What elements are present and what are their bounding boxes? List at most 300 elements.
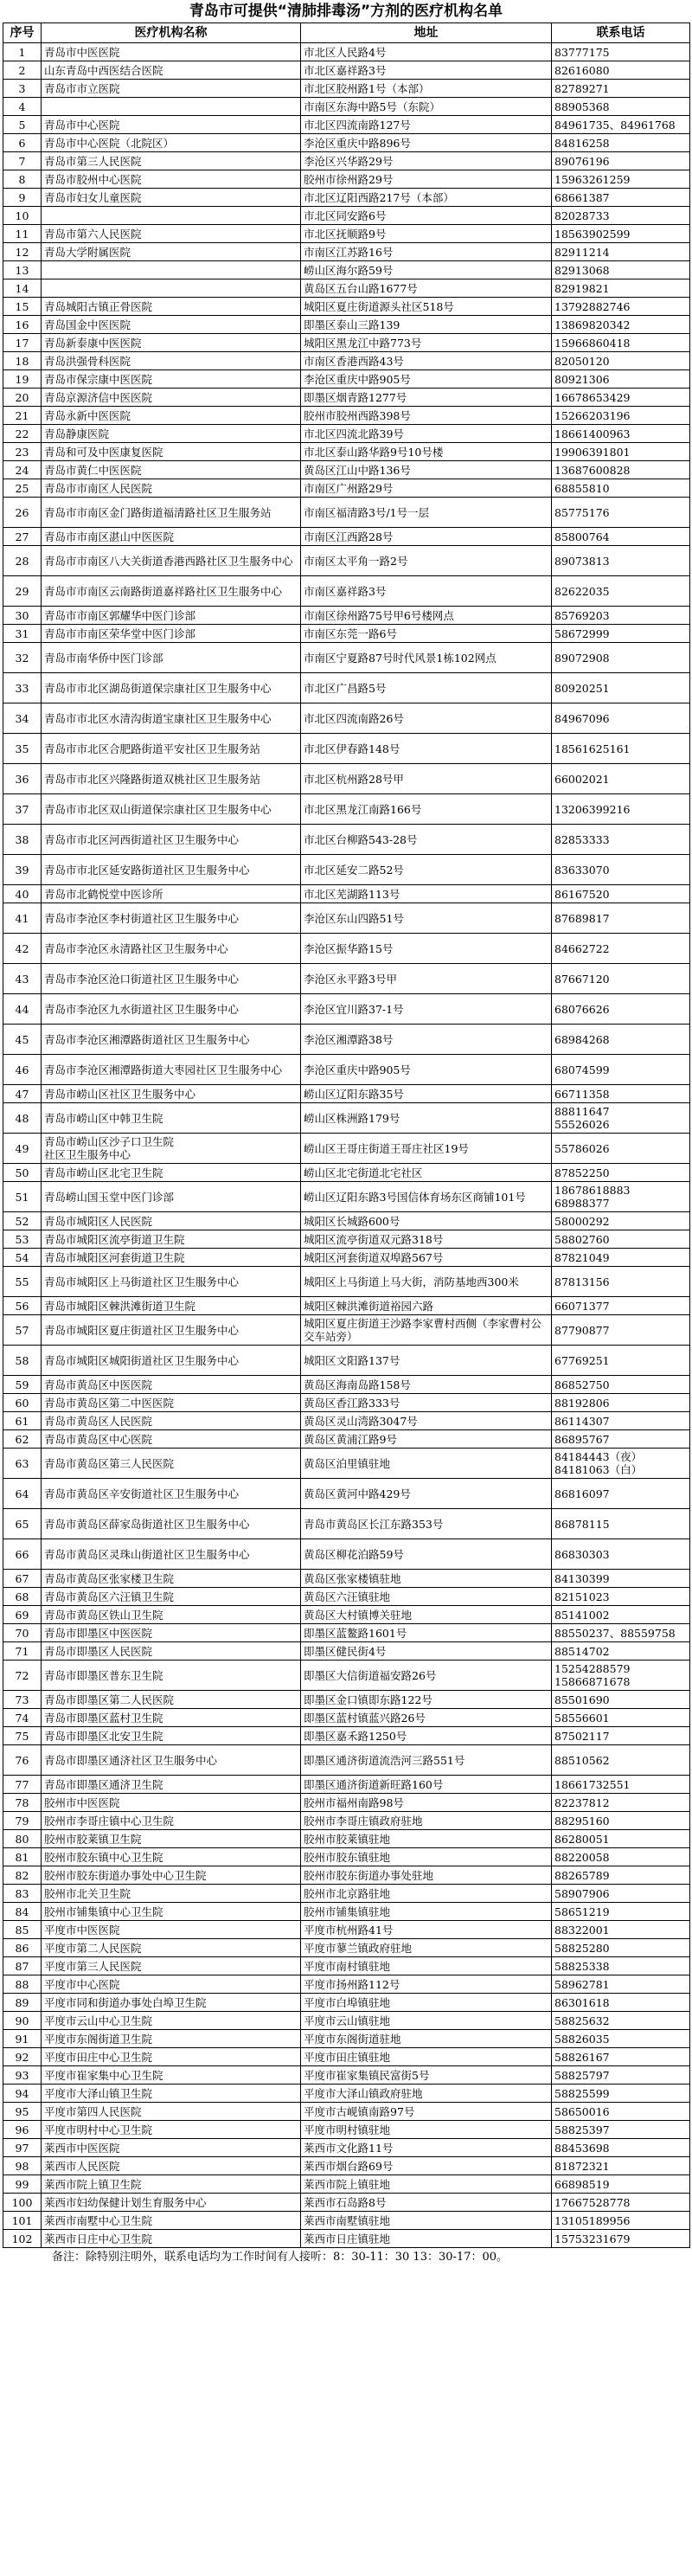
cell-address: 市北区泰山路华路9号10号楼: [301, 443, 552, 461]
cell-name: 平度市第四人民医院: [42, 2103, 301, 2121]
table-row: [3, 625, 690, 643]
table-row: [3, 2175, 690, 2194]
cell-address: 黄岛区灵山湾路3047号: [301, 1412, 552, 1430]
cell-address: 莱西市文化路11号: [301, 2139, 552, 2157]
table-row: [3, 643, 690, 673]
cell-address: 李沧区重庆中路905号: [301, 1055, 552, 1085]
cell-seq: 43: [3, 964, 42, 994]
cell-phone: 87667120: [552, 964, 690, 994]
cell-name: 平度市第三人民医院: [42, 1957, 301, 1975]
cell-address: 城阳区流亭街道双元路318号: [301, 1230, 552, 1249]
cell-seq: 73: [3, 1691, 42, 1709]
cell-phone: 86895767: [552, 1430, 690, 1449]
table-row: [3, 673, 690, 703]
table-row: [3, 225, 690, 243]
cell-phone: 13687600828: [552, 461, 690, 479]
cell-name: 青岛新泰康中医医院: [42, 334, 301, 352]
cell-phone: 18563902599: [552, 225, 690, 243]
cell-phone: 18661400963: [552, 425, 690, 443]
cell-phone: 18661732551: [552, 1776, 690, 1794]
cell-phone: 85141002: [552, 1606, 690, 1624]
cell-name: 青岛市城阳区上马街道社区卫生服务中心: [42, 1267, 301, 1297]
cell-address: 城阳区黑龙江中路773号: [301, 334, 552, 352]
cell-phone: 66071377: [552, 1297, 690, 1315]
cell-phone: 82913068: [552, 261, 690, 279]
cell-phone: 86878115: [552, 1509, 690, 1539]
cell-name: 青岛市胶州中心医院: [42, 170, 301, 189]
cell-name: 青岛市黄岛区中医医院: [42, 1376, 301, 1394]
cell-address: 黄岛区泊里镇驻地: [301, 1449, 552, 1479]
cell-seq: 9: [3, 189, 42, 207]
table-row: [3, 443, 690, 461]
cell-address: 市北区抚顺路9号: [301, 225, 552, 243]
table-row: [3, 407, 690, 425]
cell-phone: 82237812: [552, 1794, 690, 1812]
cell-seq: 65: [3, 1509, 42, 1539]
cell-seq: 93: [3, 2066, 42, 2085]
cell-address: 平度市东阁街道驻地: [301, 2030, 552, 2048]
table-row: [3, 1449, 690, 1479]
cell-name: 青岛市黄岛区铁山卫生院: [42, 1606, 301, 1624]
cell-phone: 87813156: [552, 1267, 690, 1297]
cell-phone: 86114307: [552, 1412, 690, 1430]
cell-name: 青岛市市北区延安路街道社区卫生服务中心: [42, 855, 301, 885]
cell-seq: 92: [3, 2048, 42, 2066]
cell-name: 青岛市黄岛区张家楼卫生院: [42, 1570, 301, 1588]
cell-phone: 58672999: [552, 625, 690, 643]
table-row: [3, 1230, 690, 1249]
table-row: [3, 1745, 690, 1776]
cell-name: 平度市明村中心卫生院: [42, 2121, 301, 2139]
cell-name: 平度市田庄中心卫生院: [42, 2048, 301, 2066]
cell-name: 青岛大学附属医院: [42, 243, 301, 261]
cell-seq: 35: [3, 734, 42, 764]
cell-address: 市南区江苏路16号: [301, 243, 552, 261]
cell-address: 黄岛区黄浦江路9号: [301, 1430, 552, 1449]
cell-address: 莱西市院上镇驻地: [301, 2175, 552, 2194]
cell-name: 莱西市妇幼保健计划生育服务中心: [42, 2194, 301, 2212]
cell-address: 市南区徐州路75号甲6号楼网点: [301, 607, 552, 625]
cell-address: 平度市杭州路41号: [301, 1921, 552, 1939]
cell-phone: 82911214: [552, 243, 690, 261]
cell-phone: 88265789: [552, 1866, 690, 1885]
table-row: [3, 1055, 690, 1085]
cell-seq: 76: [3, 1745, 42, 1776]
cell-phone: 88811647 55526026: [552, 1103, 690, 1134]
cell-phone: 85800764: [552, 528, 690, 546]
cell-seq: 4: [3, 98, 42, 116]
cell-address: 平度市云山镇驻地: [301, 2012, 552, 2030]
table-header-row: [3, 23, 690, 43]
cell-address: 李沧区东山四路51号: [301, 903, 552, 934]
cell-seq: 82: [3, 1866, 42, 1885]
cell-address: 胶州市胶东镇驻地: [301, 1848, 552, 1866]
cell-phone: 67769251: [552, 1346, 690, 1376]
cell-address: 崂山区辽阳东路3号国信体育场东区商铺101号: [301, 1182, 552, 1212]
cell-address: 市北区杭州路28号甲: [301, 764, 552, 794]
cell-phone: 82789271: [552, 80, 690, 98]
cell-phone: 68661387: [552, 189, 690, 207]
cell-name: 胶州市胶莱镇卫生院: [42, 1830, 301, 1848]
cell-name: 青岛市城阳区棘洪滩街道卫生院: [42, 1297, 301, 1315]
cell-address: 平度市田庄镇驻地: [301, 2048, 552, 2066]
cell-name: 青岛市市北区水清沟街道宝康社区卫生服务中心: [42, 703, 301, 734]
cell-address: 莱西市石岛路8号: [301, 2194, 552, 2212]
institution-table: [3, 22, 690, 2248]
table-row: [3, 2139, 690, 2157]
cell-address: 李沧区重庆中路896号: [301, 134, 552, 152]
cell-seq: 50: [3, 1164, 42, 1182]
cell-phone: 85775176: [552, 498, 690, 528]
cell-phone: 58825338: [552, 1957, 690, 1975]
cell-address: 城阳区长城路600号: [301, 1212, 552, 1230]
table-row: [3, 261, 690, 279]
cell-address: 平度市扬州路112号: [301, 1975, 552, 1994]
cell-seq: 89: [3, 1994, 42, 2012]
cell-name: 平度市中医医院: [42, 1921, 301, 1939]
cell-seq: 17: [3, 334, 42, 352]
cell-phone: 80920251: [552, 673, 690, 703]
cell-seq: 59: [3, 1376, 42, 1394]
table-row: [3, 1509, 690, 1539]
cell-name: 青岛市崂山区北宅卫生院: [42, 1164, 301, 1182]
cell-name: 莱西市日庄中心卫生院: [42, 2230, 301, 2248]
cell-phone: 58826167: [552, 2048, 690, 2066]
cell-address: 市南区广州路29号: [301, 479, 552, 498]
cell-address: 青岛市黄岛区长江东路353号: [301, 1509, 552, 1539]
cell-seq: 7: [3, 152, 42, 170]
cell-address: 李沧区永平路3号甲: [301, 964, 552, 994]
cell-seq: 66: [3, 1539, 42, 1570]
table-row: [3, 934, 690, 964]
table-row: [3, 352, 690, 370]
cell-address: 市北区人民路4号: [301, 43, 552, 61]
cell-phone: 87821049: [552, 1249, 690, 1267]
table-row: [3, 425, 690, 443]
cell-name: 青岛市黄岛区第三人民医院: [42, 1449, 301, 1479]
cell-address: 市北区同安路6号: [301, 207, 552, 225]
cell-name: 平度市云山中心卫生院: [42, 2012, 301, 2030]
cell-address: 胶州市北京路驻地: [301, 1885, 552, 1903]
cell-seq: 57: [3, 1315, 42, 1346]
cell-seq: 64: [3, 1479, 42, 1509]
table-row: [3, 1866, 690, 1885]
header-address: 地址: [301, 23, 552, 43]
cell-seq: 69: [3, 1606, 42, 1624]
cell-seq: 47: [3, 1085, 42, 1103]
cell-phone: 58802760: [552, 1230, 690, 1249]
cell-address: 黄岛区张家楼镇驻地: [301, 1570, 552, 1588]
table-row: [3, 885, 690, 903]
cell-phone: 13105189956: [552, 2212, 690, 2230]
cell-name: [42, 207, 301, 225]
cell-address: 城阳区棘洪滩街道裕园六路: [301, 1297, 552, 1315]
cell-seq: 25: [3, 479, 42, 498]
cell-seq: 34: [3, 703, 42, 734]
cell-seq: 44: [3, 994, 42, 1025]
cell-name: 青岛市市北区兴隆路街道双桃社区卫生服务站: [42, 764, 301, 794]
cell-seq: 55: [3, 1267, 42, 1297]
cell-name: 青岛市市南区湛山中医医院: [42, 528, 301, 546]
cell-seq: 40: [3, 885, 42, 903]
cell-phone: 86301618: [552, 1994, 690, 2012]
table-row: [3, 1164, 690, 1182]
table-row: [3, 1430, 690, 1449]
cell-phone: 83633070: [552, 855, 690, 885]
cell-address: 即墨区嘉禾路1250号: [301, 1727, 552, 1745]
table-row: [3, 794, 690, 825]
table-row: [3, 1249, 690, 1267]
cell-address: 平度市古岘镇南路97号: [301, 2103, 552, 2121]
table-row: [3, 1103, 690, 1134]
cell-phone: 82622035: [552, 576, 690, 607]
cell-seq: 90: [3, 2012, 42, 2030]
cell-name: 青岛市黄岛区中心医院: [42, 1430, 301, 1449]
cell-address: 李沧区兴华路29号: [301, 152, 552, 170]
cell-phone: 84130399: [552, 1570, 690, 1588]
cell-seq: 37: [3, 794, 42, 825]
cell-address: 莱西市烟台路69号: [301, 2157, 552, 2175]
cell-address: 市南区香港西路43号: [301, 352, 552, 370]
cell-name: 青岛市市北区双山街道保宗康社区卫生服务中心: [42, 794, 301, 825]
cell-name: 青岛国金中医医院: [42, 316, 301, 334]
cell-address: 市南区东海中路5号（东院）: [301, 98, 552, 116]
cell-address: 李沧区重庆中路905号: [301, 370, 552, 389]
cell-seq: 83: [3, 1885, 42, 1903]
cell-seq: 74: [3, 1709, 42, 1727]
table-row: [3, 1794, 690, 1812]
cell-address: 市北区辽阳西路217号（本部）: [301, 189, 552, 207]
cell-phone: 87790877: [552, 1315, 690, 1346]
cell-seq: 11: [3, 225, 42, 243]
cell-name: 青岛市市北区河西街道社区卫生服务中心: [42, 825, 301, 855]
cell-seq: 45: [3, 1025, 42, 1055]
cell-phone: 68076626: [552, 994, 690, 1025]
cell-seq: 32: [3, 643, 42, 673]
cell-phone: 84816258: [552, 134, 690, 152]
cell-seq: 62: [3, 1430, 42, 1449]
cell-name: 青岛京源济信中医医院: [42, 389, 301, 407]
cell-address: 市北区四流北路39号: [301, 425, 552, 443]
cell-name: 青岛市中心医院: [42, 116, 301, 134]
cell-address: 胶州市胶州西路398号: [301, 407, 552, 425]
cell-seq: 14: [3, 279, 42, 298]
cell-phone: 88295160: [552, 1812, 690, 1830]
cell-address: 平度市白埠镇驻地: [301, 1994, 552, 2012]
cell-address: 市南区江西路28号: [301, 528, 552, 546]
table-row: [3, 1709, 690, 1727]
cell-name: 青岛市城阳区城阳街道社区卫生服务中心: [42, 1346, 301, 1376]
cell-name: 青岛市黄岛区灵珠山街道社区卫生服务中心: [42, 1539, 301, 1570]
cell-address: 市南区宁夏路87号时代风景1栋102网点: [301, 643, 552, 673]
cell-seq: 49: [3, 1134, 42, 1164]
cell-seq: 99: [3, 2175, 42, 2194]
cell-phone: 88905368: [552, 98, 690, 116]
cell-seq: 97: [3, 2139, 42, 2157]
table-row: [3, 1212, 690, 1230]
cell-address: 黄岛区黄河中路429号: [301, 1479, 552, 1509]
cell-name: 青岛市市南区云南路街道嘉祥路社区卫生服务中心: [42, 576, 301, 607]
cell-seq: 3: [3, 80, 42, 98]
table-row: [3, 116, 690, 134]
cell-seq: 81: [3, 1848, 42, 1866]
cell-phone: 58907906: [552, 1885, 690, 1903]
cell-name: [42, 261, 301, 279]
cell-phone: 82050120: [552, 352, 690, 370]
cell-seq: 72: [3, 1661, 42, 1691]
cell-phone: 58826035: [552, 2030, 690, 2048]
cell-seq: 6: [3, 134, 42, 152]
cell-phone: 88514702: [552, 1642, 690, 1661]
cell-name: 青岛市即墨区蓝村卫生院: [42, 1709, 301, 1727]
cell-address: 黄岛区五台山路1677号: [301, 279, 552, 298]
cell-address: 市北区台柳路543-28号: [301, 825, 552, 855]
cell-phone: 66898519: [552, 2175, 690, 2194]
cell-address: 李沧区湘潭路38号: [301, 1025, 552, 1055]
cell-address: 黄岛区海南岛路158号: [301, 1376, 552, 1394]
cell-phone: 66711358: [552, 1085, 690, 1103]
table-row: [3, 1412, 690, 1430]
table-row: [3, 1885, 690, 1903]
cell-name: 青岛市崂山区中韩卫生院: [42, 1103, 301, 1134]
cell-phone: 84662722: [552, 934, 690, 964]
cell-address: 崂山区海尔路59号: [301, 261, 552, 279]
cell-address: 胶州市福州南路98号: [301, 1794, 552, 1812]
cell-address: 城阳区夏庄街道王沙路李家曹村西侧（李家曹村公交车站旁）: [301, 1315, 552, 1346]
cell-name: 青岛市中医医院: [42, 43, 301, 61]
table-row: [3, 2066, 690, 2085]
cell-address: 即墨区泰山三路139: [301, 316, 552, 334]
table-row: [3, 43, 690, 61]
cell-address: 李沧区宜川路37-1号: [301, 994, 552, 1025]
cell-name: 青岛市北鹤悦堂中医诊所: [42, 885, 301, 903]
cell-address: 黄岛区江山中路136号: [301, 461, 552, 479]
cell-name: [42, 98, 301, 116]
cell-name: 青岛市即墨区通济社区卫生服务中心: [42, 1745, 301, 1776]
cell-phone: 88322001: [552, 1921, 690, 1939]
table-row: [3, 1297, 690, 1315]
cell-seq: 20: [3, 389, 42, 407]
table-row: [3, 1994, 690, 2012]
cell-address: 市南区嘉祥路3号: [301, 576, 552, 607]
cell-phone: 55786026: [552, 1134, 690, 1164]
cell-name: 青岛市黄岛区薛家岛街道社区卫生服务中心: [42, 1509, 301, 1539]
table-row: [3, 479, 690, 498]
cell-address: 胶州市胶东街道办事处驻地: [301, 1866, 552, 1885]
table-row: [3, 1921, 690, 1939]
cell-name: 青岛和可及中医康复医院: [42, 443, 301, 461]
table-row: [3, 370, 690, 389]
cell-name: 青岛静康医院: [42, 425, 301, 443]
cell-address: 市北区四流南路26号: [301, 703, 552, 734]
cell-seq: 102: [3, 2230, 42, 2248]
table-row: [3, 2048, 690, 2066]
cell-seq: 67: [3, 1570, 42, 1588]
cell-phone: 68984268: [552, 1025, 690, 1055]
cell-seq: 75: [3, 1727, 42, 1745]
cell-name: 青岛市即墨区中医医院: [42, 1624, 301, 1642]
table-row: [3, 1134, 690, 1164]
cell-seq: 27: [3, 528, 42, 546]
cell-seq: 101: [3, 2212, 42, 2230]
cell-phone: 68855810: [552, 479, 690, 498]
table-row: [3, 1939, 690, 1957]
cell-address: 市南区太平角一路2号: [301, 546, 552, 576]
table-row: [3, 1691, 690, 1709]
cell-name: 青岛市市北区湖岛街道保宗康社区卫生服务中心: [42, 673, 301, 703]
cell-phone: 58825397: [552, 2121, 690, 2139]
cell-phone: 87502117: [552, 1727, 690, 1745]
cell-name: 青岛市黄岛区六汪镇卫生院: [42, 1588, 301, 1606]
table-row: [3, 2230, 690, 2248]
cell-name: 胶州市胶东街道办事处中心卫生院: [42, 1866, 301, 1885]
table-row: [3, 152, 690, 170]
cell-address: 崂山区王哥庄街道王哥庄社区19号: [301, 1134, 552, 1164]
cell-seq: 78: [3, 1794, 42, 1812]
table-row: [3, 903, 690, 934]
cell-address: 莱西市日庄镇驻地: [301, 2230, 552, 2248]
cell-seq: 26: [3, 498, 42, 528]
table-row: [3, 1727, 690, 1745]
cell-phone: 82028733: [552, 207, 690, 225]
table-row: [3, 316, 690, 334]
table-row: [3, 1025, 690, 1055]
table-row: [3, 1848, 690, 1866]
cell-phone: 15254288579 15866871678: [552, 1661, 690, 1691]
cell-address: 胶州市徐州路29号: [301, 170, 552, 189]
cell-name: 青岛市城阳区人民医院: [42, 1212, 301, 1230]
cell-address: 平度市蓼兰镇政府驻地: [301, 1939, 552, 1957]
table-row: [3, 498, 690, 528]
cell-seq: 87: [3, 1957, 42, 1975]
cell-phone: 58962781: [552, 1975, 690, 1994]
cell-seq: 38: [3, 825, 42, 855]
table-row: [3, 703, 690, 734]
cell-name: 青岛城阳古镇正骨医院: [42, 298, 301, 316]
cell-seq: 86: [3, 1939, 42, 1957]
cell-seq: 100: [3, 2194, 42, 2212]
cell-phone: 87852250: [552, 1164, 690, 1182]
cell-name: 平度市崔家集中心卫生院: [42, 2066, 301, 2085]
cell-seq: 68: [3, 1588, 42, 1606]
cell-seq: 12: [3, 243, 42, 261]
cell-name: 青岛市市立医院: [42, 80, 301, 98]
cell-phone: 83777175: [552, 43, 690, 61]
cell-address: 即墨区蓝村镇蓝兴路26号: [301, 1709, 552, 1727]
cell-phone: 15753231679: [552, 2230, 690, 2248]
table-row: [3, 170, 690, 189]
cell-phone: 86167520: [552, 885, 690, 903]
cell-address: 市北区黑龙江南路166号: [301, 794, 552, 825]
table-body: [3, 43, 690, 2248]
cell-seq: 22: [3, 425, 42, 443]
table-row: [3, 1085, 690, 1103]
cell-address: 崂山区北宅街道北宅社区: [301, 1164, 552, 1182]
table-row: [3, 1642, 690, 1661]
table-row: [3, 1346, 690, 1376]
cell-name: 青岛市即墨区通济卫生院: [42, 1776, 301, 1794]
cell-name: 青岛市李沧区湘潭路街道大枣园社区卫生服务中心: [42, 1055, 301, 1085]
header-name: 医疗机构名称: [42, 23, 301, 43]
table-row: [3, 243, 690, 261]
cell-name: 青岛永新中医医院: [42, 407, 301, 425]
cell-seq: 1: [3, 43, 42, 61]
table-row: [3, 1975, 690, 1994]
table-row: [3, 2103, 690, 2121]
cell-phone: 87689817: [552, 903, 690, 934]
cell-address: 崂山区株洲路179号: [301, 1103, 552, 1134]
cell-seq: 98: [3, 2157, 42, 2175]
